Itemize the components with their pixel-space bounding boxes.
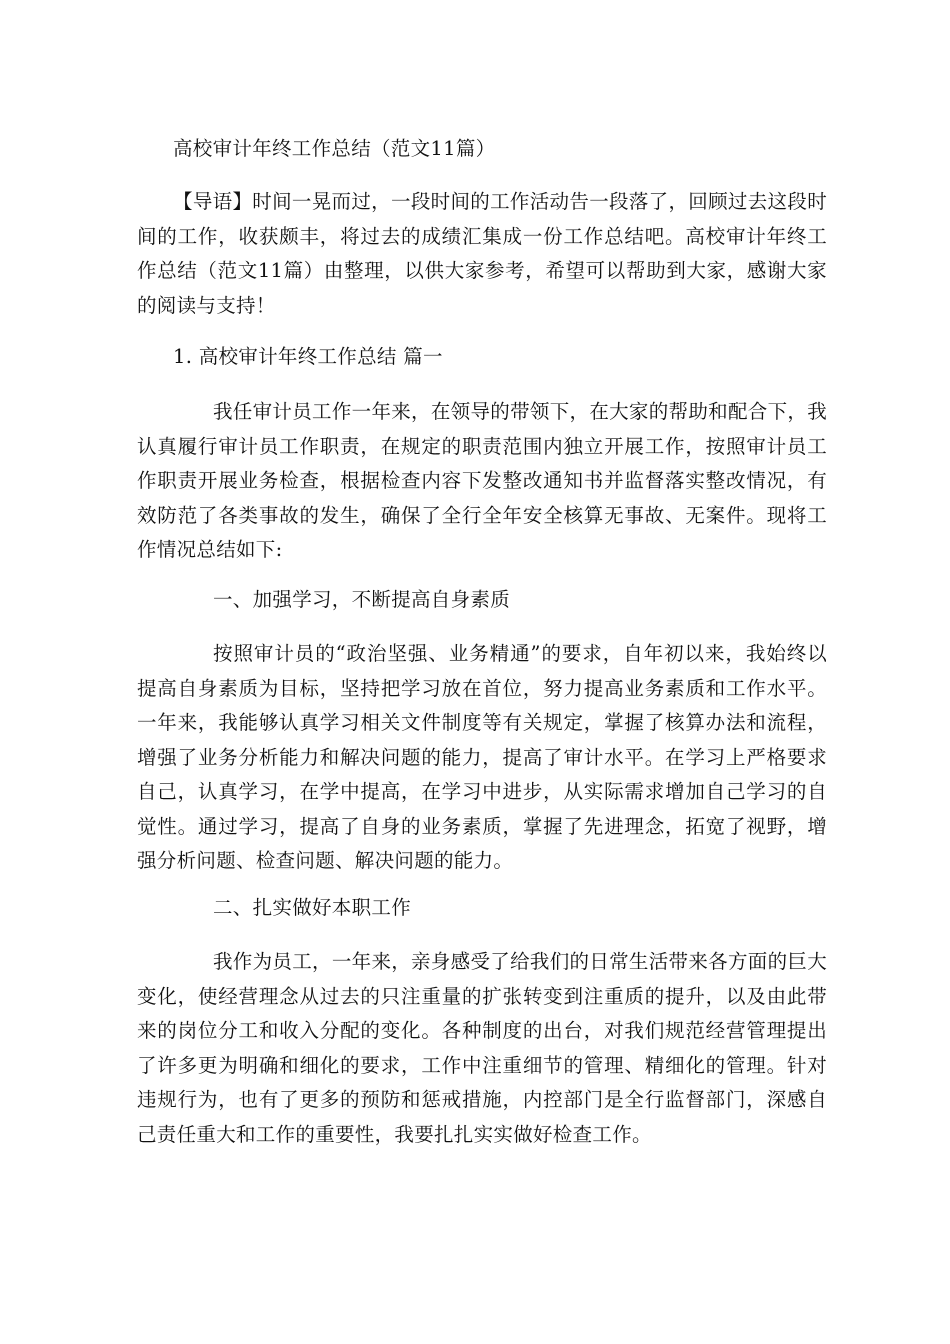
section-heading: 1. 高校审计年终工作总结 篇一	[173, 345, 443, 368]
paragraph-3: 我作为员工，一年来，亲身感受了给我们的日常生活带来各方面的巨大变化，使经营理念从过去的只注重量的扩张转变到注重质的提升，以及由此带来的岗位分工和收入分配的变化。各种制度的出台，对我们规范经营管理提出了许多更为明确和细化的要求，工作中注重细节的管理、精细化的管理。针对违规行为，也有了更多的预防和惩戒措施，内控部门是全行监督部门，深感自己责任重大和工作的重要性，我要扎扎实实做好检查工作。	[137, 950, 827, 1146]
paragraph-2: 按照审计员的“政治坚强、业务精通”的要求，自年初以来，我始终以提高自身素质为目标，坚持把学习放在首位，努力提高业务素质和工作水平。一年来，我能够认真学习相关文件制度等有关规定，掌握了核算办法和流程，增强了业务分析能力和解决问题的能力，提高了审计水平。在学习上严格要求自己，认真学习，在学中提高，在学习中进步，从实际需求增加自己学习的自觉性。通过学习，提高了自身的业务素质，掌握了先进理念，拓宽了视野，增强分析问题、检查问题、解决问题的能力。	[137, 642, 827, 872]
intro-paragraph: 【导语】时间一晃而过，一段时间的工作活动告一段落了，回顾过去这段时间的工作，收获颇丰，将过去的成绩汇集成一份工作总结吧。高校审计年终工作总结（范文11篇）由整理，以供大家参考，希望可以帮助到大家，感谢大家的阅读与支持！	[137, 190, 827, 317]
heading-2: 二、扎实做好本职工作	[213, 896, 412, 919]
document-title: 高校审计年终工作总结（范文11篇）	[173, 137, 496, 160]
heading-1: 一、加强学习，不断提高自身素质	[213, 588, 511, 611]
paragraph-1: 我任审计员工作一年来，在领导的带领下，在大家的帮助和配合下，我认真履行审计员工作职责，在规定的职责范围内独立开展工作，按照审计员工作职责开展业务检查，根据检查内容下发整改通知书并监督落实整改情况，有效防范了各类事故的发生，确保了全行全年安全核算无事故、无案件。现将工作情况总结如下:	[137, 400, 827, 561]
